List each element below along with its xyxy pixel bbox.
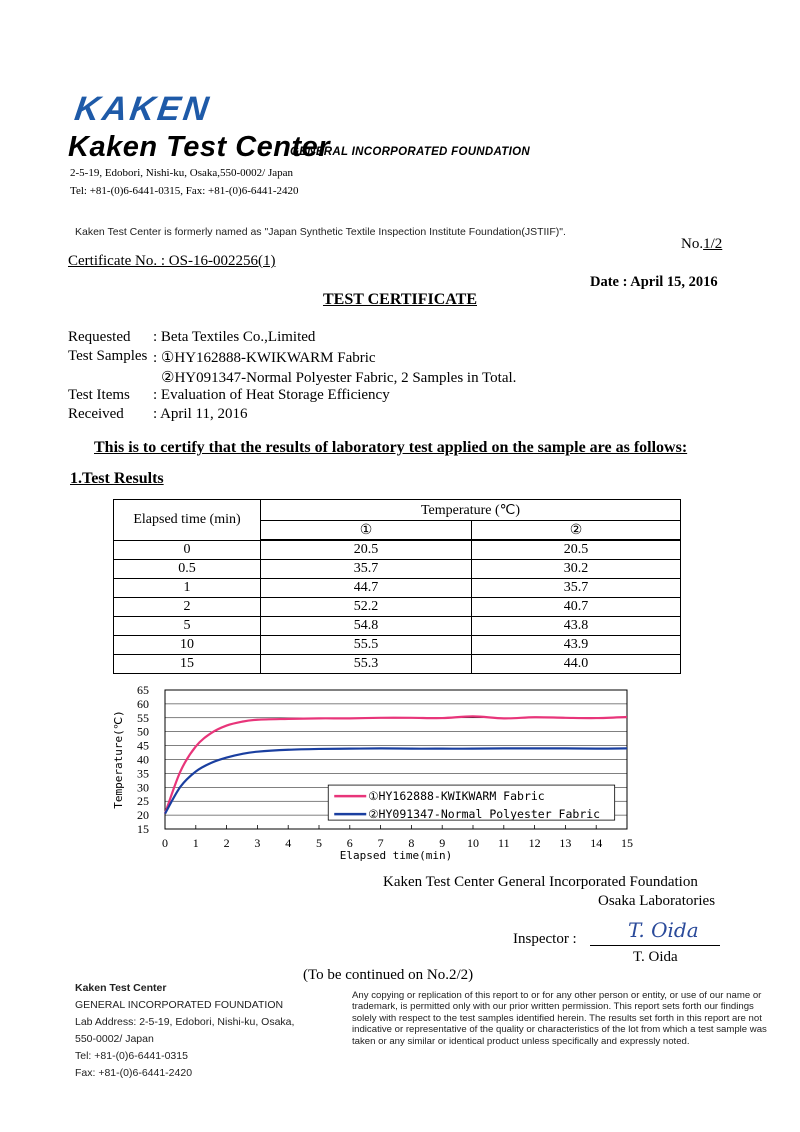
temperature-chart <box>100 682 660 867</box>
table-row <box>114 655 681 674</box>
cell-s1: 35.7 <box>261 560 472 579</box>
cell-s1: 55.3 <box>261 655 472 674</box>
footer-organization: Kaken Test Center General Incorporated Foundation <box>383 874 698 890</box>
cell-s2: 44.0 <box>472 655 681 674</box>
cell-s1: 52.2 <box>261 598 472 617</box>
footer-lab: Osaka Laboratories <box>598 893 716 909</box>
table-row <box>114 579 681 598</box>
y-tick-label: 15 <box>137 822 149 836</box>
sample-2: ②HY091347-Normal Polyester Fabric, 2 Samples in Total. <box>161 370 517 386</box>
footer-block-fax: Fax: +81-(0)6-6441-2420 <box>75 1067 193 1079</box>
y-tick-label: 20 <box>137 808 149 823</box>
footer-block-foundation: GENERAL INCORPORATED FOUNDATION <box>75 999 284 1011</box>
x-tick-label: 1 <box>192 836 199 850</box>
cell-time: 10 <box>114 636 261 655</box>
x-tick-label: 12 <box>528 836 541 850</box>
header-tel-fax: Tel: +81-(0)6-6441-0315, Fax: +81-(0)6-6441-2420 <box>70 185 299 197</box>
cell-s2: 35.7 <box>472 579 681 598</box>
y-tick-label: 35 <box>137 766 149 781</box>
center-name: Kaken Test Center <box>68 131 331 163</box>
requested-value: : Beta Textiles Co.,Limited <box>153 329 316 345</box>
y-axis-label: Temperature(℃) <box>112 710 125 809</box>
table-row <box>114 560 681 579</box>
footer-block-address2: 550-0002/ Japan <box>75 1033 154 1045</box>
page-number: No.1/2 <box>681 236 723 252</box>
x-tick-label: 6 <box>346 836 353 850</box>
x-tick-label: 9 <box>439 836 446 850</box>
sample-1: : ①HY162888-KWIKWARM Fabric <box>153 350 376 366</box>
y-tick-label: 45 <box>137 738 149 753</box>
x-tick-label: 15 <box>621 836 633 850</box>
continued-note: (To be continued on No.2/2) <box>303 967 474 983</box>
y-tick-label: 60 <box>137 696 149 711</box>
y-tick-label: 40 <box>137 752 149 767</box>
table-row <box>114 598 681 617</box>
cell-s2: 20.5 <box>472 540 681 560</box>
test-samples-label: Test Samples <box>68 348 148 364</box>
received-value: : April 11, 2016 <box>153 406 248 422</box>
inspector-name: T. Oida <box>633 949 678 965</box>
cell-time: 0 <box>114 540 261 560</box>
inspector-signature: T. Oida <box>628 918 699 942</box>
col-temperature: Temperature (℃) <box>261 500 681 521</box>
cell-s1: 55.5 <box>261 636 472 655</box>
cell-time: 5 <box>114 617 261 636</box>
cell-time: 15 <box>114 655 261 674</box>
x-tick-label: 11 <box>498 836 510 850</box>
cell-s1: 54.8 <box>261 617 472 636</box>
cell-s1: 44.7 <box>261 579 472 598</box>
footer-block-tel: Tel: +81-(0)6-6441-0315 <box>75 1050 188 1062</box>
document-title: TEST CERTIFICATE <box>322 291 477 308</box>
legend-label-1: ①HY162888-KWIKWARM Fabric <box>368 789 545 804</box>
certify-statement: This is to certify that the results of laboratory test applied on the sample are as follows: <box>94 439 688 456</box>
table-row <box>114 617 681 636</box>
x-tick-label: 13 <box>559 836 572 850</box>
table-row <box>114 636 681 655</box>
certificate-number: Certificate No. : OS-16-002256(1) <box>68 253 276 269</box>
col-sample-2: ② <box>472 521 681 541</box>
y-tick-label: 25 <box>137 794 149 809</box>
disclaimer: Any copying or replication of this report to or for any other person or entity, or use of our name or trademark, is permitted only with our prior written permission. This report sets forth our findings solely with respect to the test samples identified herein. The results set forth in this report are not indicative or representative of the quality or characteristics of the lot from which a test sample was taken or any similar or identical product unless specifically and expressly noted. <box>352 990 767 1047</box>
cell-s2: 43.8 <box>472 617 681 636</box>
cell-s2: 30.2 <box>472 560 681 579</box>
y-tick-label: 30 <box>137 780 149 795</box>
x-tick-label: 14 <box>590 836 603 850</box>
cell-time: 0.5 <box>114 560 261 579</box>
x-tick-label: 5 <box>316 836 322 850</box>
cell-s2: 40.7 <box>472 598 681 617</box>
footer-block-address1: Lab Address: 2-5-19, Edobori, Nishi-ku, Osaka, <box>75 1016 295 1028</box>
table-row <box>114 540 681 560</box>
received-label: Received <box>68 406 124 422</box>
x-tick-label: 7 <box>377 836 384 850</box>
results-table <box>113 499 681 674</box>
legend-label-2: ②HY091347-Normal Polyester Fabric <box>368 807 601 822</box>
y-tick-label: 65 <box>137 683 149 697</box>
col-elapsed-time: Elapsed time (min) <box>114 500 261 541</box>
foundation-tag: GENERAL INCORPORATED FOUNDATION <box>290 146 530 158</box>
x-tick-label: 0 <box>162 836 168 850</box>
section-title: 1.Test Results <box>70 470 164 487</box>
cell-s2: 43.9 <box>472 636 681 655</box>
x-tick-label: 2 <box>223 836 230 850</box>
y-tick-label: 50 <box>137 724 149 739</box>
cell-time: 1 <box>114 579 261 598</box>
signature-line <box>590 945 720 946</box>
kaken-logo: KAKEN <box>72 90 214 128</box>
certificate-date: Date : April 15, 2016 <box>590 274 718 290</box>
x-tick-label: 8 <box>408 836 415 850</box>
header-address: 2-5-19, Edobori, Nishi-ku, Osaka,550-0002/ Japan <box>70 167 294 179</box>
col-sample-1: ① <box>261 521 472 541</box>
former-name-note: Kaken Test Center is formerly named as "Japan Synthetic Textile Inspection Institute Foundation(JSTIIF)". <box>75 226 566 238</box>
requested-label: Requested <box>68 329 131 345</box>
x-axis-label: Elapsed time(min) <box>339 849 453 862</box>
cell-s1: 20.5 <box>261 540 472 560</box>
inspector-label: Inspector : <box>513 931 577 947</box>
footer-block-title: Kaken Test Center <box>75 982 167 994</box>
x-tick-label: 3 <box>254 836 261 850</box>
x-tick-label: 10 <box>467 836 479 850</box>
x-tick-label: 4 <box>285 836 292 850</box>
test-items-value: : Evaluation of Heat Storage Efficiency <box>153 387 390 403</box>
y-tick-label: 55 <box>137 710 149 725</box>
cell-time: 2 <box>114 598 261 617</box>
test-items-label: Test Items <box>68 387 130 403</box>
